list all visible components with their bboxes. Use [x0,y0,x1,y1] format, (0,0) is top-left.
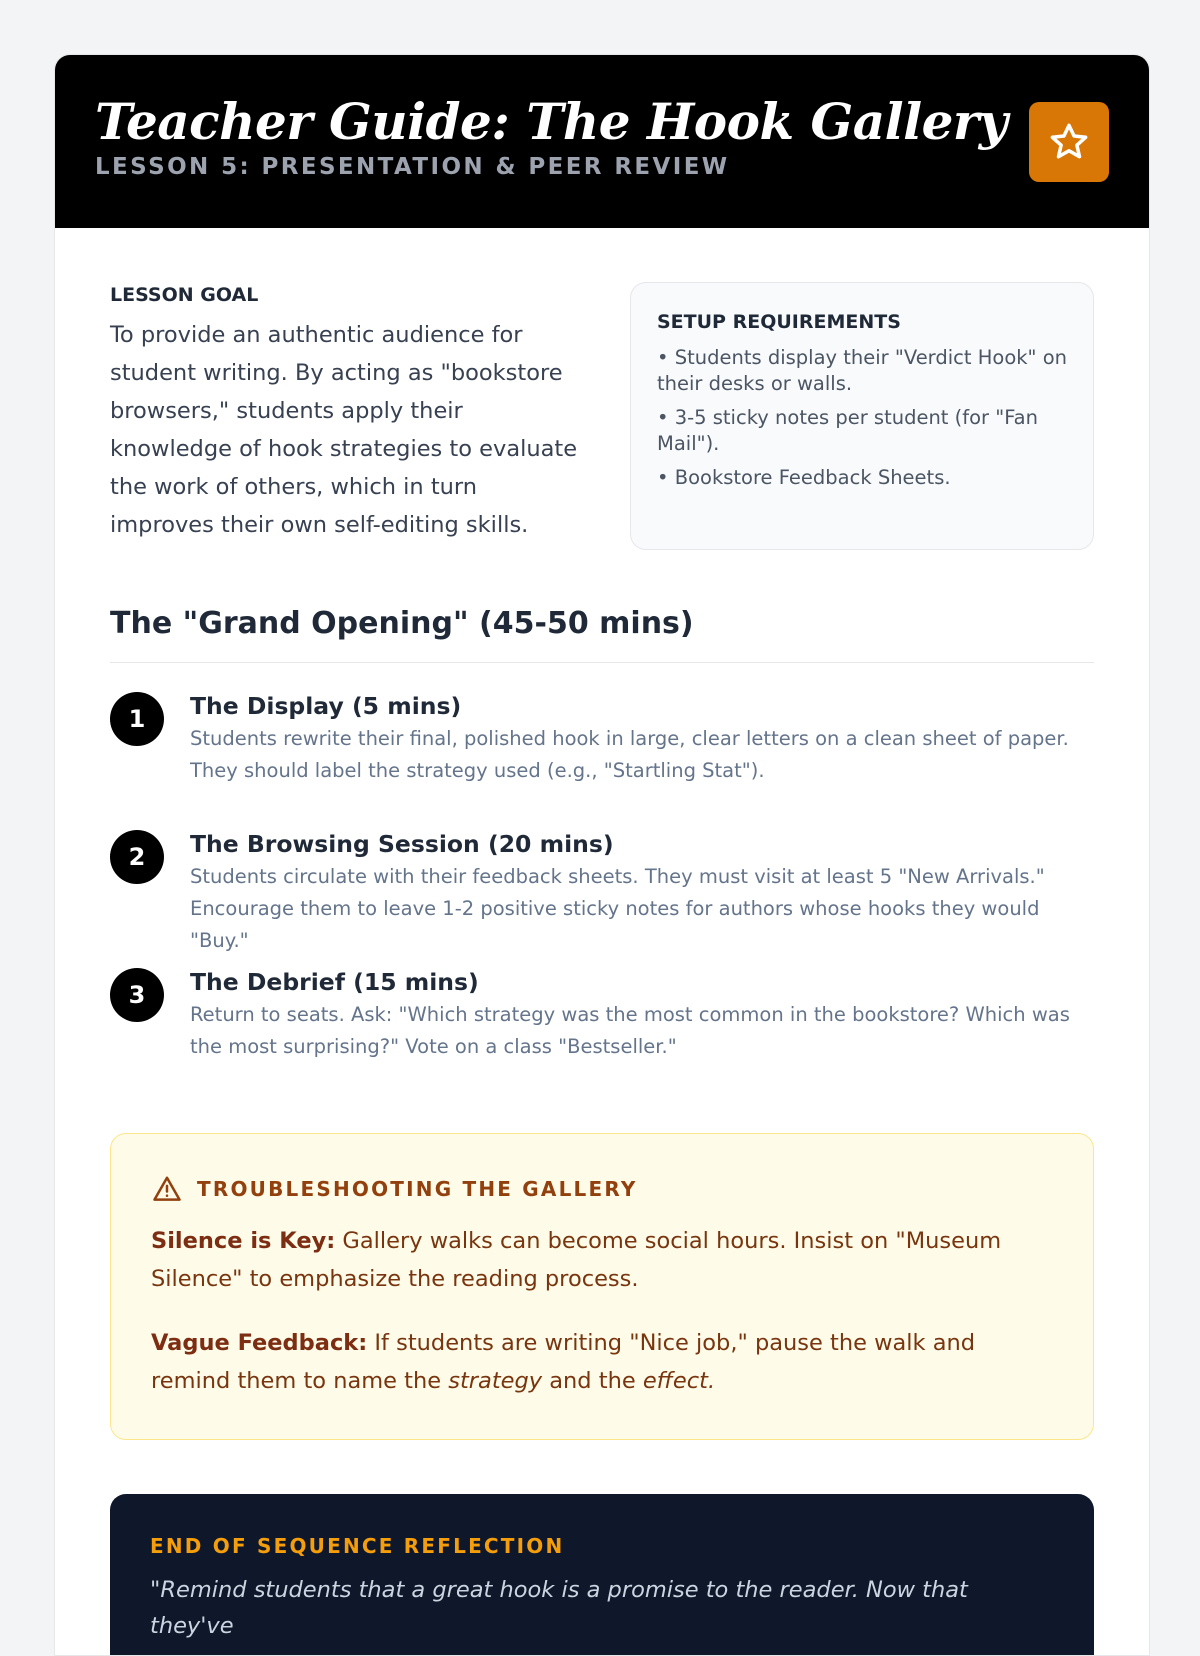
troubleshooting-tip [151,1324,1053,1400]
step-description: Students circulate with their feedback sheets. They must visit at least 5 "New Arrivals." Encourage them to leave 1-2 positive sticky notes for authors whose hooks they would "Buy." [190,865,1045,952]
lesson-goal-text: To provide an authentic audience for student writing. By acting as "bookstore browsers," students apply their knowledge of hook strategies to evaluate the work of others, which in turn improves their own self-editing skills. [110,322,578,538]
step-title: The Display (5 mins) [190,692,462,720]
tip-emphasis: strategy [448,1368,543,1394]
step-title: The Debrief (15 mins) [190,968,479,996]
procedure-step [110,967,1094,1105]
overview-row [110,282,1094,550]
setup-item: • 3-5 sticky notes per student (for "Fan Mail"). [657,406,1038,455]
tip-text: Gallery walks can become social hours. Insist on "Museum Silence" to emphasize the reading process. [151,1228,1002,1292]
reflection-label: END OF SEQUENCE REFLECTION [150,1534,565,1558]
tip-emphasis: effect. [642,1368,716,1394]
step-body [190,829,1094,957]
page-title: Teacher Guide: The Hook Gallery [95,92,1008,151]
setup-list [657,345,1067,491]
tip-label: Vague Feedback: [151,1330,368,1356]
procedure-step [110,691,1094,829]
step-body [190,691,1094,787]
procedure-heading: The "Grand Opening" (45-50 mins) [110,604,1094,663]
setup-requirements-label: SETUP REQUIREMENTS [657,311,901,333]
guide-content [55,282,1149,1656]
step-description: Students rewrite their final, polished hook in large, clear letters on a clean sheet of paper. They should label the strategy used (e.g., "Startling Stat"). [190,727,1069,782]
troubleshooting-title: TROUBLESHOOTING THE GALLERY [197,1177,638,1201]
lesson-goal-label: LESSON GOAL [110,284,259,306]
step-title: The Browsing Session (20 mins) [190,830,614,858]
troubleshooting-tip [151,1222,1053,1298]
tip-text: If students are writing "Nice job," pause the walk and remind them to name the [151,1330,976,1394]
procedure-steps [110,691,1094,1105]
step-number-badge: 2 [110,830,164,884]
step-description: Return to seats. Ask: "Which strategy was the most common in the bookstore? Which was the most surprising?" Vote on a class "Bestseller." [190,1003,1070,1058]
star-icon [1048,121,1090,163]
warning-icon [151,1174,183,1204]
setup-item: • Bookstore Feedback Sheets. [657,466,951,489]
tip-label: Silence is Key: [151,1228,336,1254]
step-number-badge: 1 [110,692,164,746]
setup-item: • Students display their "Verdict Hook" on their desks or walls. [657,346,1067,395]
reflection-panel [110,1494,1094,1656]
reflection-quote: "Remind students that a great hook is a promise to the reader. Now that they've [150,1577,968,1639]
troubleshooting-callout [110,1133,1094,1440]
tip-text: and the [542,1368,643,1394]
favorite-button[interactable] [1029,102,1109,182]
procedure-step [110,829,1094,967]
lesson-subtitle: LESSON 5: PRESENTATION & PEER REVIEW [95,154,730,180]
step-number-badge: 3 [110,968,164,1022]
step-body [190,967,1094,1063]
troubleshooting-header [151,1174,1053,1204]
setup-requirements-box [630,282,1094,550]
guide-header [55,55,1149,228]
lesson-goal [110,282,578,550]
teacher-guide-card [54,54,1150,1656]
